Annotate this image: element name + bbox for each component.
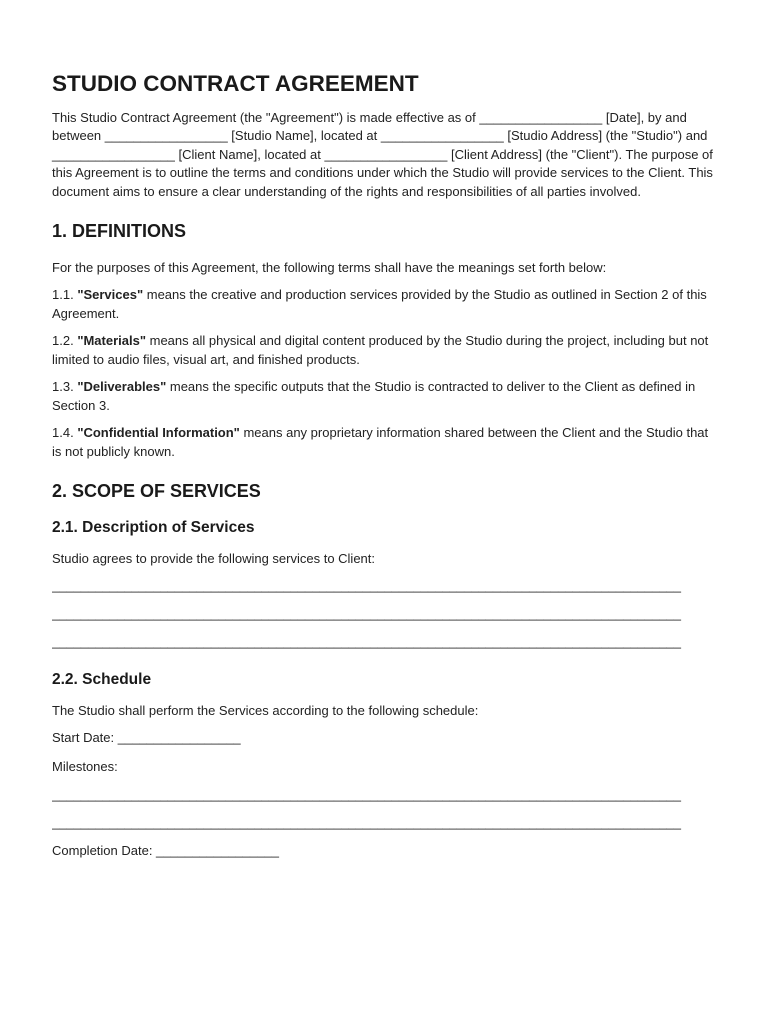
definition-number: 1.4.: [52, 425, 74, 441]
definition-item: [52, 424, 718, 461]
definition-item: [52, 286, 718, 323]
description-heading: 2.1. Description of Services: [52, 518, 255, 536]
scope-section: [52, 481, 718, 860]
definition-number: 1.2.: [52, 333, 74, 349]
completion-date-field: Completion Date: _________________: [52, 843, 279, 859]
definition-term: "Services": [77, 287, 144, 303]
description-lead: Studio agrees to provide the following services to Client:: [52, 550, 376, 566]
schedule-heading: 2.2. Schedule: [52, 671, 152, 689]
definition-text: means any proprietary information shared between the Client and the Studio that is not publicly known.: [52, 425, 709, 459]
definition-text: means the specific outputs that the Studio is contracted to deliver to the Client as defined in Section 3.: [52, 379, 696, 413]
milestones-label: Milestones:: [52, 758, 118, 774]
intro-paragraph: This Studio Contract Agreement (the "Agreement") is made effective as of _________________ [Date], by and between _________________ [Studio Name], located at _________________ [Studio Address] (the "Studio") and _________________ [Client Name], located at _________________ [Client Address] (the "Client"). The purpose of this Agreement is to outline the terms and conditions under which the Studio will provide services to the Client. This document aims to ensure a clear understanding of the rights and responsibilities of all parties involved.: [52, 109, 713, 199]
definition-text: means all physical and digital content produced by the Studio during the project, including but not limited to audio files, visual art, and finished products.: [52, 333, 709, 367]
definition-number: 1.3.: [52, 379, 74, 395]
services-blank-line: _______________________________________________________________________________________: [52, 634, 682, 650]
services-blank-line: _______________________________________________________________________________________: [52, 578, 682, 594]
definition-term: "Deliverables": [77, 379, 167, 395]
definition-number: 1.1.: [52, 287, 74, 303]
scope-heading: 2. SCOPE OF SERVICES: [52, 481, 261, 502]
schedule-lead: The Studio shall perform the Services according to the following schedule:: [52, 702, 479, 718]
definition-item: [52, 332, 718, 369]
milestones-blank-line: _______________________________________________________________________________________: [52, 787, 682, 803]
definition-term: "Confidential Information": [77, 425, 240, 441]
definitions-section: [52, 221, 718, 461]
definition-term: "Materials": [77, 333, 147, 349]
definitions-heading: 1. DEFINITIONS: [52, 221, 187, 242]
definitions-lead: For the purposes of this Agreement, the following terms shall have the meanings set forth below:: [52, 259, 607, 275]
milestones-blank-line: _______________________________________________________________________________________: [52, 815, 682, 831]
definition-item: [52, 378, 718, 415]
start-date-field: Start Date: _________________: [52, 730, 241, 746]
services-blank-line: _______________________________________________________________________________________: [52, 606, 682, 622]
document-title: STUDIO CONTRACT AGREEMENT: [52, 71, 419, 96]
definition-text: means the creative and production services provided by the Studio as outlined in Section 2 of this Agreement.: [52, 287, 707, 321]
